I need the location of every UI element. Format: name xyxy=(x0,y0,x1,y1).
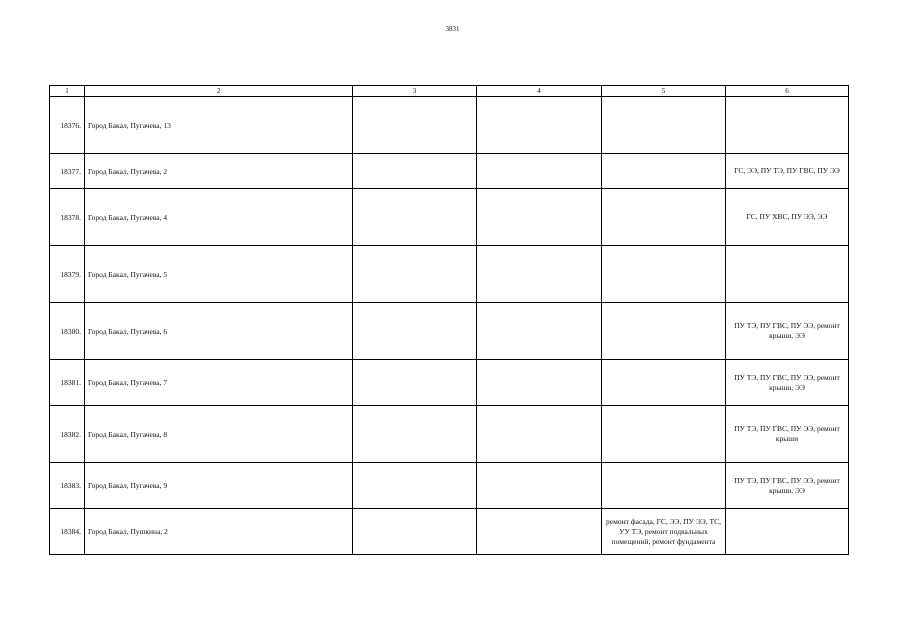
cell-col3 xyxy=(353,189,477,246)
cell-col5 xyxy=(602,97,726,154)
cell-col5 xyxy=(602,303,726,360)
cell-col3 xyxy=(353,360,477,406)
cell-col5 xyxy=(602,154,726,189)
cell-col6: ГС, ПУ ХВС, ПУ ЭЭ, ЭЭ xyxy=(726,189,849,246)
cell-col6 xyxy=(726,246,849,303)
cell-col4 xyxy=(477,360,602,406)
cell-col4 xyxy=(477,246,602,303)
row-address: Город Бакал, Пугачева, 8 xyxy=(85,406,353,463)
row-number: 18376. xyxy=(50,97,85,154)
cell-col3 xyxy=(353,97,477,154)
row-number: 18378. xyxy=(50,189,85,246)
row-address: Город Бакал, Пугачева, 5 xyxy=(85,246,353,303)
row-address: Город Бакал, Пугачева, 7 xyxy=(85,360,353,406)
column-header: 5 xyxy=(602,86,726,97)
cell-col5: ремонт фасада, ГС, ЭЭ, ПУ ЭЭ, ТС, УУ ТЭ, ремонт подвальных помещений, ремонт фундамента xyxy=(602,509,726,555)
cell-col3 xyxy=(353,154,477,189)
register-table xyxy=(49,85,849,555)
cell-col5 xyxy=(602,360,726,406)
table-row xyxy=(50,97,849,154)
row-number: 18379. xyxy=(50,246,85,303)
cell-col5 xyxy=(602,189,726,246)
table-row xyxy=(50,189,849,246)
row-number: 18383. xyxy=(50,463,85,509)
cell-col4 xyxy=(477,509,602,555)
cell-col4 xyxy=(477,303,602,360)
table-row xyxy=(50,509,849,555)
cell-col6: ГС, ЭЭ, ПУ ТЭ, ПУ ГВС, ПУ ЭЭ xyxy=(726,154,849,189)
table-row xyxy=(50,154,849,189)
cell-col5 xyxy=(602,406,726,463)
column-header: 1 xyxy=(50,86,85,97)
cell-col5 xyxy=(602,246,726,303)
row-address: Город Бакал, Пугачева, 9 xyxy=(85,463,353,509)
table-row xyxy=(50,246,849,303)
table-row xyxy=(50,360,849,406)
cell-col4 xyxy=(477,97,602,154)
cell-col4 xyxy=(477,154,602,189)
row-number: 18384. xyxy=(50,509,85,555)
row-address: Город Бакал, Пушкина, 2 xyxy=(85,509,353,555)
row-address: Город Бакал, Пугачева, 13 xyxy=(85,97,353,154)
row-address: Город Бакал, Пугачева, 4 xyxy=(85,189,353,246)
column-header: 4 xyxy=(477,86,602,97)
cell-col6 xyxy=(726,97,849,154)
cell-col4 xyxy=(477,463,602,509)
cell-col3 xyxy=(353,246,477,303)
row-address: Город Бакал, Пугачева, 2 xyxy=(85,154,353,189)
row-address: Город Бакал, Пугачева, 6 xyxy=(85,303,353,360)
row-number: 18382. xyxy=(50,406,85,463)
cell-col6 xyxy=(726,509,849,555)
table-row xyxy=(50,463,849,509)
cell-col4 xyxy=(477,406,602,463)
row-number: 18380. xyxy=(50,303,85,360)
table-row xyxy=(50,406,849,463)
cell-col6: ПУ ТЭ, ПУ ГВС, ПУ ЭЭ, ремонт крыши, ЭЭ xyxy=(726,303,849,360)
column-header: 3 xyxy=(353,86,477,97)
column-header: 2 xyxy=(85,86,353,97)
cell-col6: ПУ ТЭ, ПУ ГВС, ПУ ЭЭ, ремонт крыши, ЭЭ xyxy=(726,360,849,406)
cell-col6: ПУ ТЭ, ПУ ГВС, ПУ ЭЭ, ремонт крыши xyxy=(726,406,849,463)
page-number: 3831 xyxy=(445,25,460,33)
column-header: 6 xyxy=(726,86,849,97)
cell-col3 xyxy=(353,406,477,463)
cell-col6: ПУ ТЭ, ПУ ГВС, ПУ ЭЭ, ремонт крыши, ЭЭ xyxy=(726,463,849,509)
column-number-row xyxy=(50,86,849,97)
row-number: 18381. xyxy=(50,360,85,406)
cell-col3 xyxy=(353,463,477,509)
cell-col3 xyxy=(353,509,477,555)
cell-col3 xyxy=(353,303,477,360)
row-number: 18377. xyxy=(50,154,85,189)
table-row xyxy=(50,303,849,360)
cell-col5 xyxy=(602,463,726,509)
cell-col4 xyxy=(477,189,602,246)
